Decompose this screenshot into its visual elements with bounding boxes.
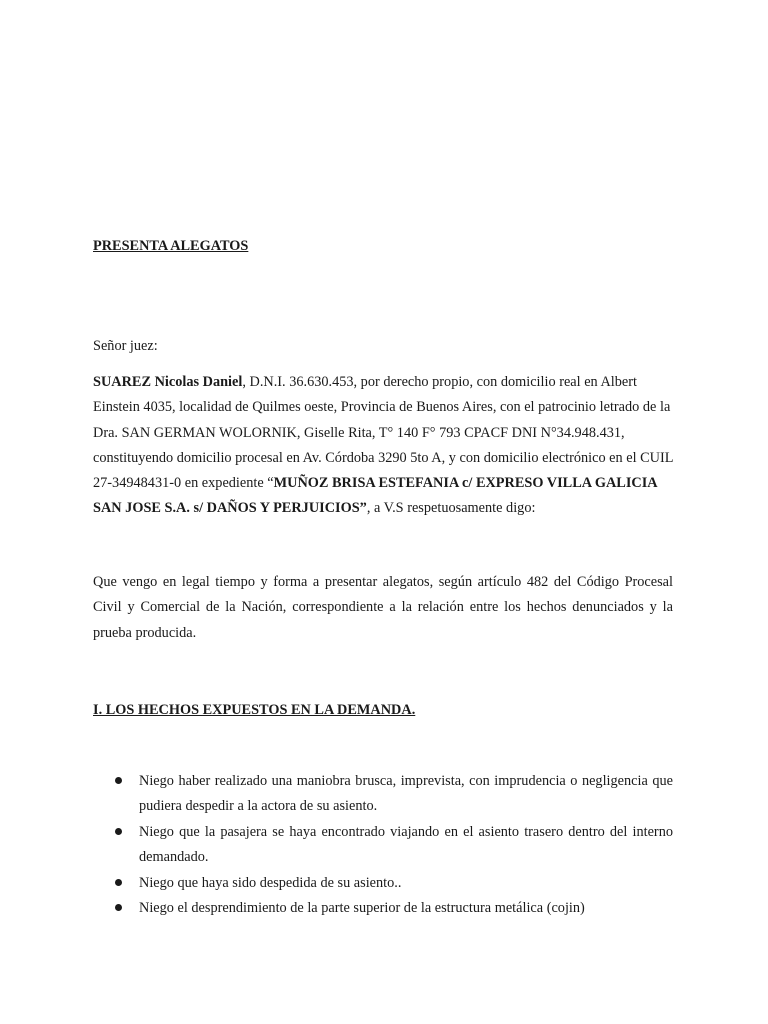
- list-item-text: Niego que la pasajera se haya encontrado viajando en el asiento trasero dentro del interno demandado.: [139, 823, 673, 866]
- section-heading-hechos: I. LOS HECHOS EXPUESTOS EN LA DEMANDA.: [93, 702, 416, 718]
- bullet-icon: [115, 777, 122, 784]
- intro-text-1: , D.N.I. 36.630.453, por derecho propio, con domicilio real en Albert Einstein 4035, localidad de Quilmes oeste, Provincia de Buenos Aires, con el patrocinio letrado de la Dra. SAN GERMAN WOLORNIK, Giselle Rita, T° 140 F° 793 CPACF DNI N°34.948.431, constituyendo domicilio procesal en Av. Córdoba 3290 5to A, y con domicilio electrónico en el CUIL 27-34948431-0 en expediente “: [93, 374, 673, 492]
- salutation: Señor juez:: [93, 338, 158, 354]
- list-item: [93, 896, 673, 921]
- paragraph-alegatos: Que vengo en legal tiempo y forma a presentar alegatos, según artículo 482 del Código Procesal Civil y Comercial de la Nación, correspondiente a la relación entre los hechos denunciados y la prueba producida.: [93, 574, 673, 641]
- list-item: [93, 820, 673, 871]
- intro-text-2: , a V.S respetuosamente digo:: [366, 500, 536, 517]
- list-item-text: Niego haber realizado una maniobra brusca, imprevista, con imprudencia o negligencia que pudiera despedir a la actora de su asiento.: [139, 773, 673, 815]
- bullet-icon: [115, 904, 122, 911]
- list-item-text: Niego que haya sido despedida de su asiento..: [139, 874, 402, 891]
- bullet-icon: [115, 828, 122, 835]
- list-item: [93, 769, 673, 820]
- denials-list: [93, 769, 673, 921]
- bullet-icon: [115, 879, 122, 886]
- case-title: MUÑOZ BRISA ESTEFANIA c/ EXPRESO VILLA GALICIA SAN JOSE S.A. s/ DAÑOS Y PERJUICIOS”: [93, 475, 657, 517]
- document-title: PRESENTA ALEGATOS: [93, 238, 249, 254]
- list-item: [93, 871, 673, 896]
- list-item-text: Niego el desprendimiento de la parte superior de la estructura metálica (cojin): [139, 900, 585, 917]
- party-name: SUAREZ Nicolas Daniel: [93, 374, 243, 390]
- intro-paragraph: [93, 370, 678, 522]
